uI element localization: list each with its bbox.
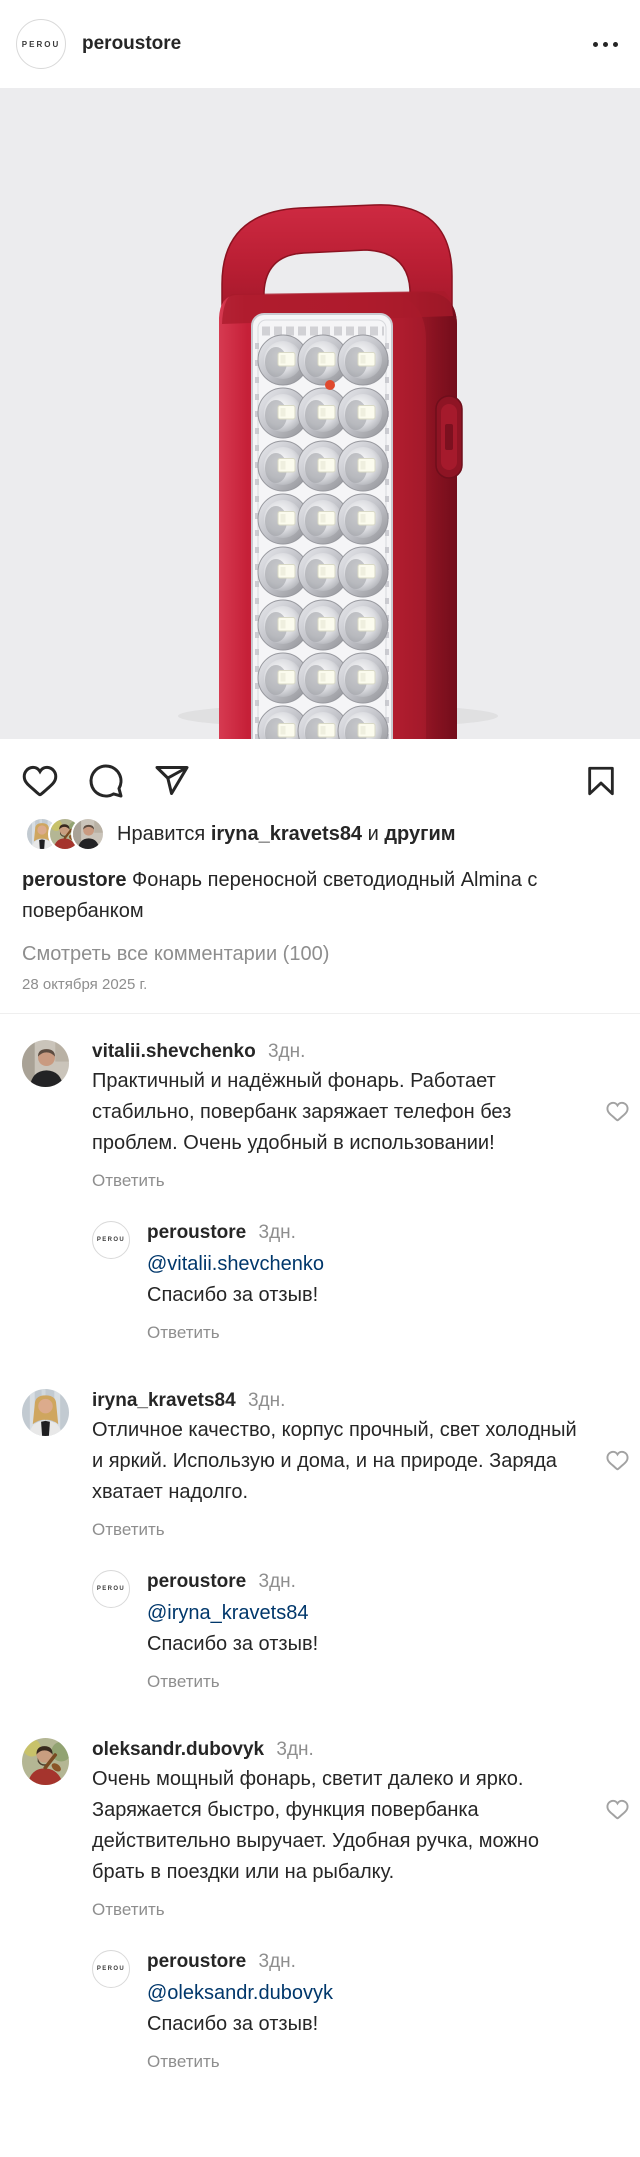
view-all-comments-link[interactable]: Смотреть все комментарии (100) <box>22 943 330 965</box>
store-avatar[interactable] <box>16 19 66 69</box>
post-header <box>0 0 640 88</box>
header-username[interactable]: peroustore <box>82 33 182 54</box>
comment-text: Очень мощный фонарь, светит далеко и ярко. Заряжается быстро, функция повербанка действительно выручает. Удобная ручка, можно брать в поездки или на рыбалку. <box>92 1768 539 1883</box>
reply-text: Спасибо за отзыв! <box>147 1633 319 1655</box>
comments-section <box>0 1014 640 2072</box>
likes-and: и <box>367 822 379 845</box>
reply-time: 3дн. <box>258 1571 296 1592</box>
store-logo-text: PEROU <box>96 1237 126 1243</box>
reply-button[interactable]: Ответить <box>92 1171 165 1190</box>
caption-username[interactable]: peroustore <box>22 869 127 891</box>
comment-vitalii <box>22 1040 640 1343</box>
comment-time: 3дн. <box>247 1390 286 1411</box>
mention-link[interactable]: @vitalii.shevchenko <box>147 1253 325 1275</box>
share-button[interactable] <box>154 763 190 799</box>
reply-username[interactable]: peroustore <box>147 1222 247 1243</box>
comment-username[interactable]: vitalii.shevchenko <box>92 1041 256 1062</box>
liker-name-link[interactable]: iryna_kravets84 <box>210 822 363 845</box>
post-photo[interactable] <box>0 88 640 739</box>
paper-plane-icon <box>154 763 190 799</box>
commenter-avatar[interactable] <box>22 1389 69 1436</box>
store-logo-text: PEROU <box>96 1966 126 1972</box>
likes-text <box>117 823 456 846</box>
likes-prefix: Нравится <box>117 822 206 845</box>
reply-button[interactable]: Ответить <box>92 1900 165 1919</box>
store-logo-text: PEROU <box>96 1586 126 1592</box>
mention-link[interactable]: @iryna_kravets84 <box>147 1602 309 1624</box>
comment-text: Практичный и надёжный фонарь. Работает стабильно, повербанк заряжает телефон без проблем. Очень удобный в использовании! <box>92 1070 512 1154</box>
reply-peroustore <box>92 1221 594 1343</box>
more-options-button[interactable] <box>591 34 620 55</box>
store-logo-text: PEROU <box>21 39 61 49</box>
like-button[interactable] <box>22 763 58 799</box>
liker-avatar-vitalii[interactable] <box>71 817 105 851</box>
post-date: 28 октября 2025 г. <box>22 976 148 993</box>
comment-username[interactable]: oleksandr.dubovyk <box>92 1739 265 1760</box>
reply-username[interactable]: peroustore <box>147 1951 247 1972</box>
bookmark-icon <box>584 764 618 798</box>
likers-avatars[interactable] <box>25 817 105 851</box>
comment-username[interactable]: iryna_kravets84 <box>92 1390 236 1411</box>
comment-time: 3дн. <box>276 1739 314 1760</box>
heart-icon <box>22 763 58 799</box>
comment-iryna <box>22 1389 640 1692</box>
reply-text: Спасибо за отзыв! <box>147 2013 319 2035</box>
heart-icon <box>606 1100 629 1123</box>
commenter-avatar[interactable] <box>22 1040 69 1087</box>
caption <box>0 851 585 927</box>
action-bar <box>0 739 640 817</box>
comment-oleksandr <box>22 1738 640 2072</box>
comment-button[interactable] <box>88 763 124 799</box>
commenter-avatar[interactable] <box>22 1738 69 1785</box>
reply-avatar[interactable] <box>92 1950 130 1988</box>
reply-username[interactable]: peroustore <box>147 1571 247 1592</box>
reply-peroustore <box>92 1950 594 2072</box>
reply-button[interactable]: Ответить <box>147 1323 220 1342</box>
comment-like-button[interactable] <box>606 1100 629 1123</box>
comment-time: 3дн. <box>267 1041 306 1062</box>
comment-like-button[interactable] <box>606 1449 629 1472</box>
reply-text: Спасибо за отзыв! <box>147 1284 319 1306</box>
reply-time: 3дн. <box>258 1222 296 1243</box>
reply-button[interactable]: Ответить <box>92 1520 165 1539</box>
comment-like-button[interactable] <box>606 1798 629 1821</box>
reply-avatar[interactable] <box>92 1221 130 1259</box>
likes-row <box>0 817 640 851</box>
heart-icon <box>606 1449 629 1472</box>
save-button[interactable] <box>584 764 618 798</box>
caption-text: Фонарь переносной светодиодный Almina с повербанком <box>22 869 538 922</box>
reply-peroustore <box>92 1570 594 1692</box>
reply-avatar[interactable] <box>92 1570 130 1608</box>
likes-others-link[interactable]: другим <box>384 822 456 845</box>
lantern-product-image <box>0 88 640 739</box>
heart-icon <box>606 1798 629 1821</box>
comment-icon <box>88 763 124 799</box>
mention-link[interactable]: @oleksandr.dubovyk <box>147 1982 333 2004</box>
reply-time: 3дн. <box>258 1951 296 1972</box>
reply-button[interactable]: Ответить <box>147 1672 220 1691</box>
reply-button[interactable]: Ответить <box>147 2052 220 2071</box>
comment-text: Отличное качество, корпус прочный, свет холодный и яркий. Использую и дома, и на природе. Заряда хватает надолго. <box>92 1419 577 1503</box>
